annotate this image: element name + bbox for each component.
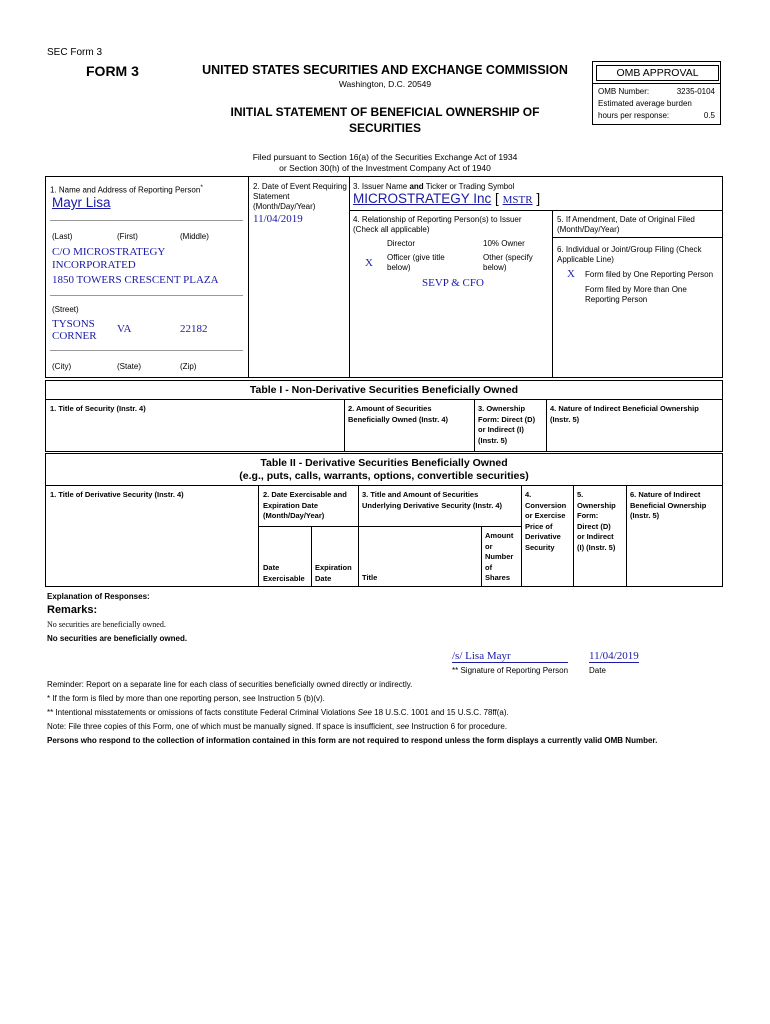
filed-pursuant-2: or Section 30(h) of the Investment Company Act of 1940 bbox=[279, 163, 491, 173]
state-value: VA bbox=[117, 323, 132, 335]
statement-title-1: INITIAL STATEMENT OF BENEFICIAL OWNERSHIP OF bbox=[230, 105, 540, 119]
city-label: (City) bbox=[52, 362, 72, 371]
box6-label-2: Applicable Line) bbox=[557, 255, 614, 264]
last-label: (Last) bbox=[52, 232, 73, 241]
table-2-col-ownership: 5. Ownership Form: Direct (D) or Indirect (I) (Instr. 5) bbox=[577, 490, 616, 552]
omb-approval-box bbox=[592, 61, 721, 125]
reporting-person-name[interactable]: Mayr Lisa bbox=[52, 195, 111, 210]
filing-option-more-1: Form filed by More than One bbox=[585, 285, 687, 294]
officer-option-2: below) bbox=[387, 263, 411, 272]
table-1-col-title: 1. Title of Security (Instr. 4) bbox=[50, 404, 146, 413]
sec-form-label: SEC Form 3 bbox=[47, 47, 103, 58]
director-option: Director bbox=[387, 239, 416, 248]
zip-value: 22182 bbox=[180, 323, 208, 335]
table-2-col-title: 1. Title of Derivative Security (Instr. 4) bbox=[50, 490, 184, 499]
officer-option-1: Officer (give title bbox=[387, 253, 445, 262]
box2-label-1: 2. Date of Event Requiring bbox=[253, 182, 347, 191]
box1-label: 1. Name and Address of Reporting Person* bbox=[50, 184, 203, 195]
city-line-2: CORNER bbox=[52, 330, 97, 342]
table-2-col-conversion: 4. Conversion or Exercise Price of Derivative Security bbox=[525, 490, 567, 552]
table-1-col-nature: 4. Nature of Indirect Beneficial Ownership (Instr. 5) bbox=[550, 404, 699, 424]
address-line-3: 1850 TOWERS CRESCENT PLAZA bbox=[52, 274, 219, 286]
signature-label: ** Signature of Reporting Person bbox=[452, 666, 569, 675]
address-line-2: INCORPORATED bbox=[52, 259, 136, 271]
signature-date: 11/04/2019 bbox=[589, 650, 639, 662]
address-line-1: C/O MICROSTRATEGY bbox=[52, 246, 166, 258]
reminder-note: Reminder: Report on a separate line for each class of securities beneficially owned directly or indirectly. bbox=[47, 680, 413, 689]
omb-number-label: OMB Number: bbox=[598, 87, 650, 96]
statement-title-2: SECURITIES bbox=[348, 121, 421, 135]
issuer-ticker[interactable]: MSTR bbox=[502, 194, 533, 206]
street-label: (Street) bbox=[52, 305, 79, 314]
filing-option-more-2: Reporting Person bbox=[585, 295, 648, 304]
form-number: FORM 3 bbox=[86, 63, 139, 79]
table-2-col-nature: 6. Nature of Indirect Beneficial Ownership (Instr. 5) bbox=[630, 490, 707, 520]
table-2-sub-date-exercisable: Date Exercisable bbox=[263, 563, 305, 583]
table-2-sub-title: Title bbox=[362, 573, 378, 582]
other-option-1: Other (specify bbox=[483, 253, 533, 262]
issuer-name[interactable]: MICROSTRATEGY Inc bbox=[353, 191, 492, 206]
filing-option-one: Form filed by One Reporting Person bbox=[585, 270, 714, 279]
table-2-sub-amount: Amount or Number of Shares bbox=[485, 531, 514, 582]
officer-check-mark: X bbox=[365, 257, 373, 269]
omb-hours-label: hours per response: bbox=[598, 111, 670, 120]
table-2-title-2: (e.g., puts, calls, warrants, options, convertible securities) bbox=[239, 470, 529, 482]
filed-pursuant-1: Filed pursuant to Section 16(a) of the Securities Exchange Act of 1934 bbox=[252, 152, 518, 162]
box2-label-3: (Month/Day/Year) bbox=[253, 202, 316, 211]
table-1-col-ownership: 3. Ownership Form: Direct (D) or Indirect (I) (Instr. 5) bbox=[478, 404, 536, 445]
table-2-col-underlying: 3. Title and Amount of Securities Underlying Derivative Security (Instr. 4) bbox=[362, 490, 503, 510]
box5-label-2: (Month/Day/Year) bbox=[557, 225, 620, 234]
zip-label: (Zip) bbox=[180, 362, 197, 371]
table-2-sub-expiration: Expiration Date bbox=[315, 563, 352, 583]
instruction-note-star: * If the form is filed by more than one reporting person, see Instruction 5 (b)(v). bbox=[47, 694, 325, 703]
individual-filing-mark: X bbox=[567, 268, 575, 280]
signature: /s/ Lisa Mayr bbox=[452, 650, 568, 663]
box4-label-1: 4. Relationship of Reporting Person(s) to Issuer bbox=[353, 215, 522, 224]
issuer-name-line: MICROSTRATEGY Inc [ MSTR ] bbox=[353, 191, 541, 206]
officer-title: SEVP & CFO bbox=[422, 277, 484, 289]
remark-1: No securities are beneficially owned. bbox=[47, 620, 166, 629]
table-2-title-1: Table II - Derivative Securities Beneficially Owned bbox=[260, 457, 508, 469]
box3-label: 3. Issuer Name and Ticker or Trading Symbol bbox=[353, 182, 515, 191]
box6-label-1: 6. Individual or Joint/Group Filing (Check bbox=[557, 245, 702, 254]
first-label: (First) bbox=[117, 232, 138, 241]
remarks-heading: Remarks: bbox=[47, 604, 98, 616]
box4-label-2: (Check all applicable) bbox=[353, 225, 430, 234]
state-label: (State) bbox=[117, 362, 142, 371]
table-1-col-amount: 2. Amount of Securities Beneficially Owned (Instr. 4) bbox=[348, 404, 449, 424]
agency-location: Washington, D.C. 20549 bbox=[338, 79, 432, 89]
omb-persons-note: Persons who respond to the collection of information contained in this form are not required to respond unless the form displays a currently valid OMB Number. bbox=[47, 736, 658, 745]
event-date: 11/04/2019 bbox=[253, 213, 303, 225]
omb-hours-value: 0.5 bbox=[703, 111, 715, 120]
ten-percent-option: 10% Owner bbox=[483, 239, 525, 248]
table-1-title: Table I - Non-Derivative Securities Beneficially Owned bbox=[249, 384, 519, 396]
explanation-heading: Explanation of Responses: bbox=[47, 592, 150, 601]
file-copies-note: Note: File three copies of this Form, one of which must be manually signed. If space is insufficient, see Instruction 6 for procedure. bbox=[47, 722, 508, 731]
table-2-col-dates: 2. Date Exercisable and Expiration Date (Month/Day/Year) bbox=[263, 490, 347, 520]
date-label: Date bbox=[589, 666, 606, 675]
other-option-2: below) bbox=[483, 263, 507, 272]
remark-2: No securities are beneficially owned. bbox=[47, 634, 188, 643]
box5-label-1: 5. If Amendment, Date of Original Filed bbox=[557, 215, 695, 224]
omb-burden-label: Estimated average burden bbox=[598, 99, 692, 108]
agency-title: UNITED STATES SECURITIES AND EXCHANGE COMMISSION bbox=[202, 63, 568, 77]
middle-label: (Middle) bbox=[180, 232, 209, 241]
omb-number-value: 3235-0104 bbox=[676, 87, 715, 96]
city-line-1: TYSONS bbox=[52, 318, 95, 330]
box2-label-2: Statement bbox=[253, 192, 290, 201]
criminal-violations-note: ** Intentional misstatements or omissions of facts constitute Federal Criminal Violations See 18 U.S.C. 1001 and 15 U.S.C. 78ff(a). bbox=[47, 708, 509, 717]
omb-title: OMB APPROVAL bbox=[596, 65, 719, 81]
